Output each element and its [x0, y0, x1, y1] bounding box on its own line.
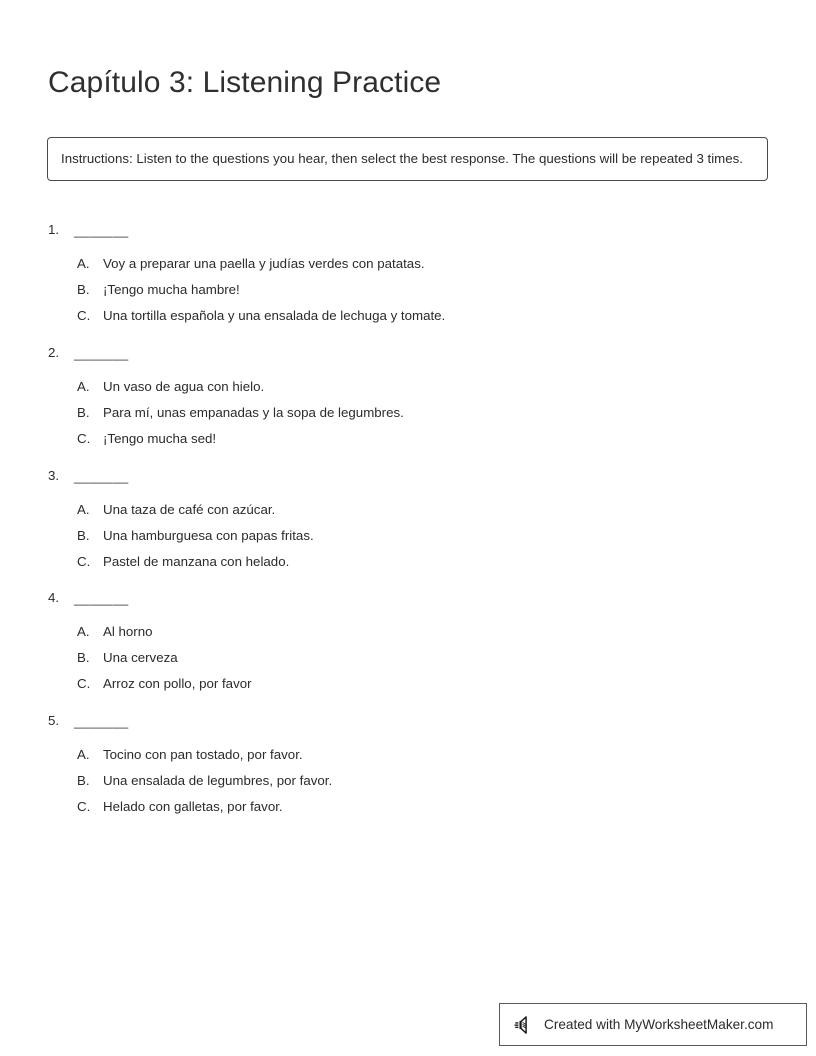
option-row[interactable] — [0, 307, 816, 325]
option-row[interactable] — [0, 255, 816, 273]
options-list — [0, 378, 816, 448]
speaker-sound-icon — [514, 1014, 536, 1036]
option-row[interactable] — [0, 623, 816, 641]
option-row[interactable] — [0, 527, 816, 545]
options-list — [0, 623, 816, 693]
option-row[interactable] — [0, 430, 816, 448]
option-letter: C. — [77, 799, 91, 815]
option-letter: A. — [77, 624, 90, 640]
answer-blank[interactable]: _______ — [74, 714, 129, 730]
question-header — [0, 345, 816, 367]
question-header — [0, 590, 816, 612]
question-number: 4. — [48, 590, 60, 606]
option-text: ¡Tengo mucha sed! — [103, 430, 217, 446]
question-header — [0, 713, 816, 735]
option-text: Voy a preparar una paella y judías verdes con patatas. — [103, 256, 425, 271]
option-row[interactable] — [0, 404, 816, 422]
footer-badge[interactable] — [499, 1003, 807, 1046]
question-block — [0, 345, 816, 448]
question-number: 5. — [48, 713, 60, 729]
option-row[interactable] — [0, 746, 816, 764]
option-letter: A. — [77, 501, 90, 517]
options-list — [0, 255, 816, 325]
option-letter: B. — [77, 404, 90, 420]
option-text: Al horno — [103, 624, 153, 640]
option-letter: B. — [77, 527, 90, 543]
option-letter: B. — [77, 281, 90, 297]
option-text: Una hamburguesa con papas fritas. — [103, 527, 314, 543]
option-text: ¡Tengo mucha hambre! — [103, 281, 240, 297]
answer-blank[interactable]: _______ — [74, 468, 129, 484]
question-number: 3. — [48, 467, 60, 483]
option-text: Una taza de café con azúcar. — [103, 501, 276, 517]
option-letter: A. — [77, 256, 90, 271]
option-row[interactable] — [0, 649, 816, 667]
footer-badge-label: Created with MyWorksheetMaker.com — [544, 1017, 774, 1032]
answer-blank[interactable]: _______ — [74, 345, 129, 361]
option-letter: A. — [77, 747, 90, 763]
option-text: Tocino con pan tostado, por favor. — [103, 747, 303, 763]
option-row[interactable] — [0, 281, 816, 299]
option-row[interactable] — [0, 378, 816, 396]
answer-blank[interactable]: _______ — [74, 223, 129, 238]
option-text: Para mí, unas empanadas y la sopa de legumbres. — [103, 404, 404, 420]
option-letter: C. — [77, 307, 91, 323]
option-row[interactable] — [0, 772, 816, 790]
question-block — [0, 468, 816, 571]
question-block — [0, 590, 816, 693]
option-letter: B. — [77, 773, 90, 789]
option-row[interactable] — [0, 501, 816, 519]
option-text: Una cerveza — [103, 650, 178, 666]
question-number: 2. — [48, 344, 60, 360]
question-header — [0, 468, 816, 490]
option-letter: A. — [77, 378, 90, 394]
option-letter: C. — [77, 430, 91, 446]
option-letter: C. — [77, 553, 91, 569]
question-number: 1. — [48, 222, 60, 237]
option-letter: C. — [77, 676, 91, 692]
option-row[interactable] — [0, 798, 816, 816]
question-block — [0, 713, 816, 816]
answer-blank[interactable]: _______ — [74, 591, 129, 607]
option-text: Arroz con pollo, por favor — [103, 676, 252, 692]
option-text: Una ensalada de legumbres, por favor. — [103, 773, 333, 789]
instructions-text: Instructions: Listen to the questions you hear, then select the best response. The questions will be repeated 3 times. — [61, 151, 743, 166]
question-block — [0, 222, 816, 325]
option-letter: B. — [77, 650, 90, 666]
option-row[interactable] — [0, 553, 816, 571]
options-list — [0, 501, 816, 571]
option-text: Un vaso de agua con hielo. — [103, 378, 265, 394]
option-text: Helado con galletas, por favor. — [103, 799, 283, 815]
option-row[interactable] — [0, 675, 816, 693]
questions-list — [0, 222, 816, 836]
options-list — [0, 746, 816, 816]
option-text: Pastel de manzana con helado. — [103, 553, 290, 569]
question-header — [0, 222, 816, 244]
page-title: Capítulo 3: Listening Practice — [48, 66, 442, 100]
option-text: Una tortilla española y una ensalada de lechuga y tomate. — [103, 307, 446, 323]
instructions-box — [47, 137, 768, 181]
